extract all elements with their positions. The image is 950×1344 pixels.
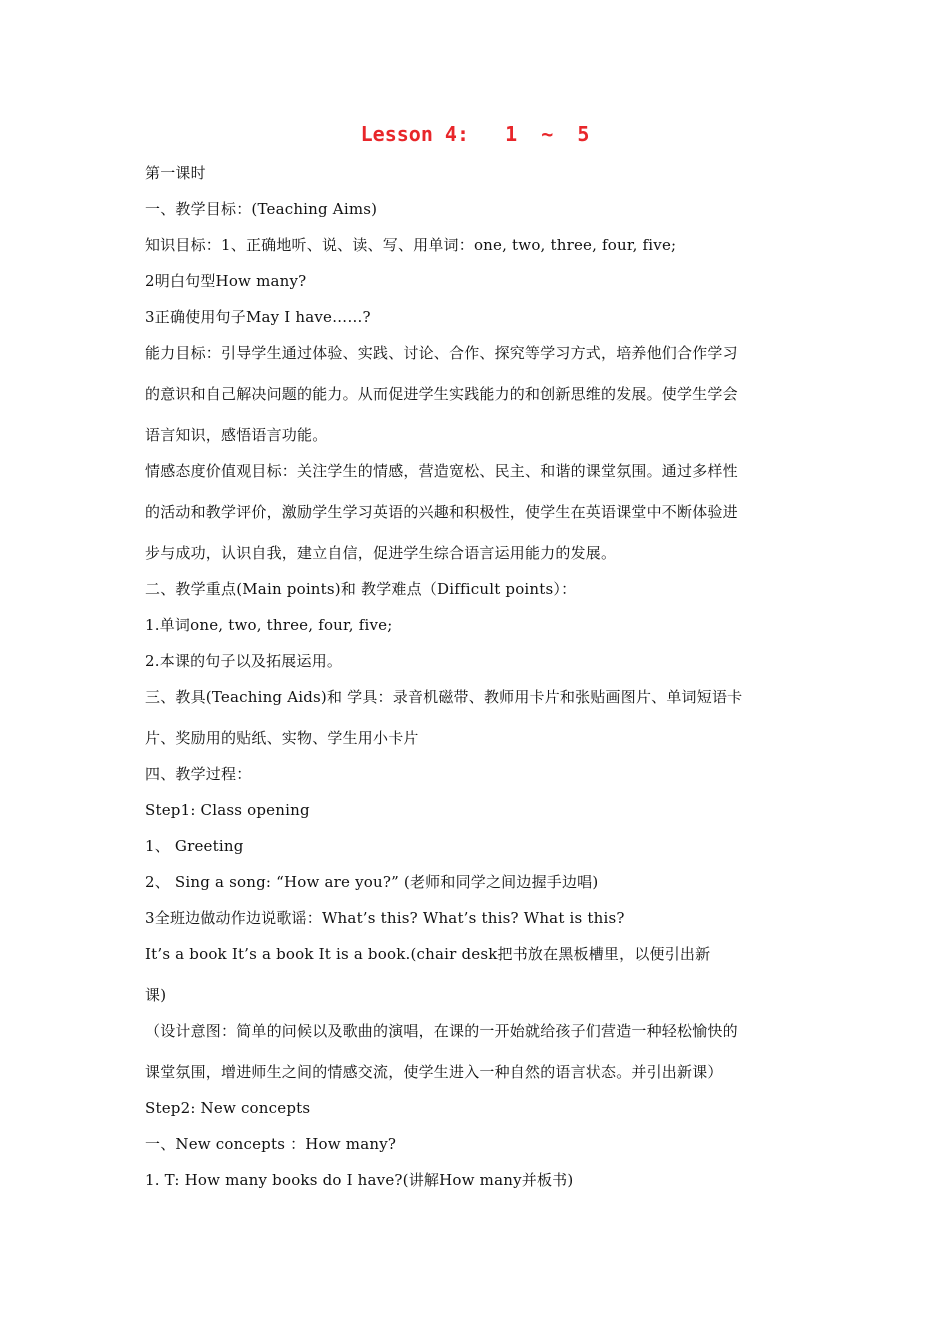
text-line: 知识目标：1、正确地听、说、读、写、用单词：one, two, three, four, five; xyxy=(145,236,677,254)
text-line: 片、奖励用的贴纸、实物、学生用小卡片 xyxy=(145,729,419,747)
text-line: 的意识和自己解决问题的能力。从而促进学生实践能力的和创新思维的发展。使学生学会 xyxy=(145,385,738,403)
text-line: 课) xyxy=(145,986,167,1004)
text-line: （设计意图：简单的问候以及歌曲的演唱，在课的一开始就给孩子们营造一种轻松愉快的 xyxy=(145,1022,738,1040)
lesson-title: Lesson 4: 1 ~ 5 xyxy=(360,122,590,146)
text-line: 3正确使用句子May I have……? xyxy=(145,308,371,326)
text-line: 三、教具(Teaching Aids)和 学具：录音机磁带、教师用卡片和张贴画图片、单词短语卡 xyxy=(145,688,743,706)
text-line: 1. T: How many books do I have?(讲解How many并板书) xyxy=(145,1171,574,1189)
text-line: 四、教学过程： xyxy=(145,765,252,783)
text-line: 1、 Greeting xyxy=(145,837,244,855)
text-line: It’s a book It’s a book It is a book.(chair desk把书放在黑板槽里，以便引出新 xyxy=(145,945,711,963)
text-line: Step1: Class opening xyxy=(145,801,310,819)
text-line: 的活动和教学评价，激励学生学习英语的兴趣和积极性，使学生在英语课堂中不断体验进 xyxy=(145,503,738,521)
text-line: 2、 Sing a song: “How are you?” (老师和同学之间边握手边唱) xyxy=(145,873,599,891)
text-line: Step2: New concepts xyxy=(145,1099,311,1117)
text-line: 二、教学重点(Main points)和 教学难点（Difficult points）： xyxy=(145,580,577,598)
text-line: 第一课时 xyxy=(145,164,206,182)
text-line: 情感态度价值观目标：关注学生的情感，营造宽松、民主、和谐的课堂氛围。通过多样性 xyxy=(145,462,738,480)
text-line: 3全班边做动作边说歌谣：What’s this? What’s this? What is this? xyxy=(145,909,625,927)
text-line: 一、教学目标：(Teaching Aims) xyxy=(145,200,378,218)
text-line: 2明白句型How many? xyxy=(145,272,307,290)
text-line: 2.本课的句子以及拓展运用。 xyxy=(145,652,343,670)
text-line: 语言知识，感悟语言功能。 xyxy=(145,426,328,444)
text-line: 步与成功，认识自我，建立自信，促进学生综合语言运用能力的发展。 xyxy=(145,544,617,562)
text-line: 课堂氛围，增进师生之间的情感交流，使学生进入一种自然的语言状态。并引出新课） xyxy=(145,1063,723,1081)
text-line: 能力目标：引导学生通过体验、实践、讨论、合作、探究等学习方式，培养他们合作学习 xyxy=(145,344,738,362)
text-line: 1.单词one, two, three, four, five; xyxy=(145,616,393,634)
text-line: 一、New concepts ：How many? xyxy=(145,1135,397,1153)
